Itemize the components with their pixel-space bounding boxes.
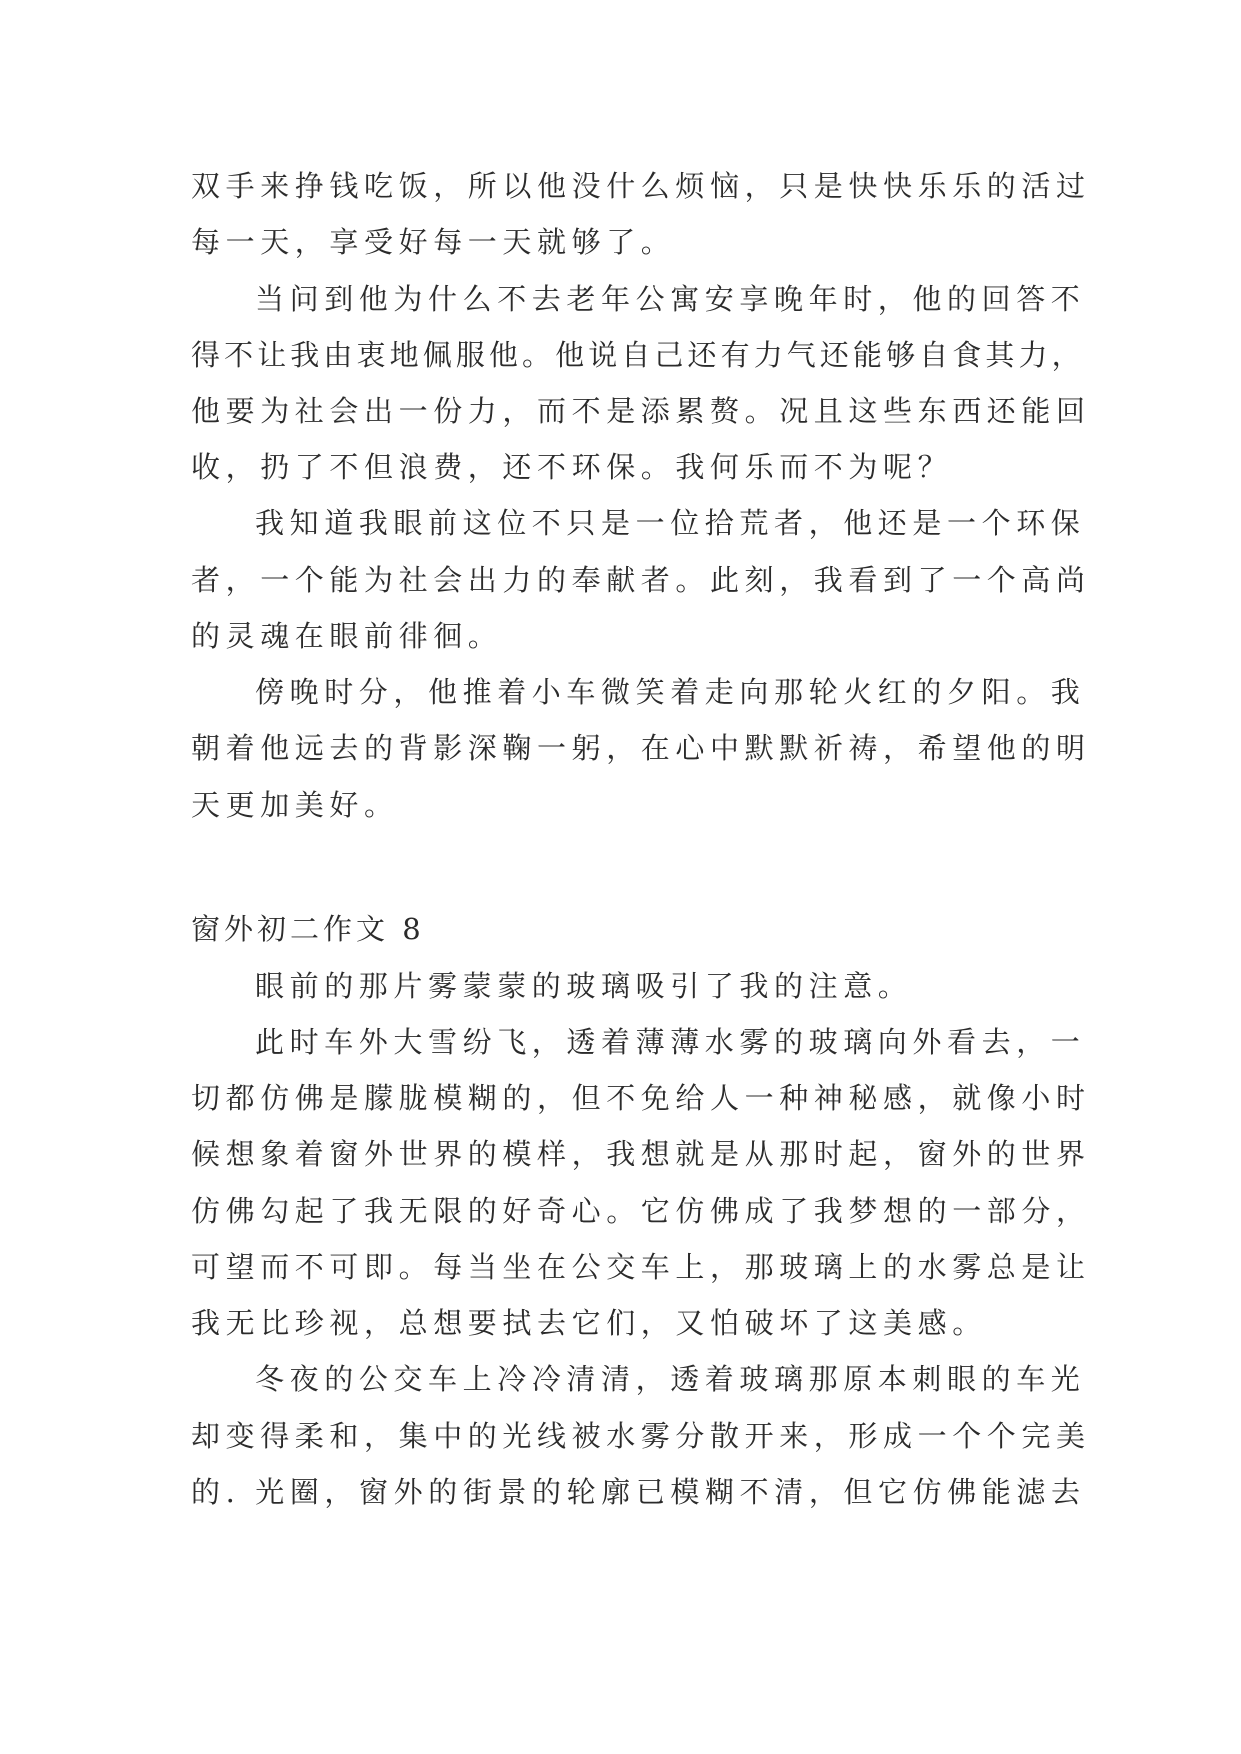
paragraph-2-line-2: 得不让我由衷地佩服他。他说自己还有力气还能够自食其力，	[191, 338, 1085, 372]
paragraph-6-line-1: 此时车外大雪纷飞，透着薄薄水雾的玻璃向外看去，一	[255, 1025, 1086, 1059]
paragraph-2-line-3: 他要为社会出一份力，而不是添累赘。况且这些东西还能回	[191, 394, 1091, 428]
paragraph-5-line-1: 眼前的那片雾蒙蒙的玻璃吸引了我的注意。	[255, 969, 913, 1003]
paragraph-6-line-5: 可望而不可即。每当坐在公交车上，那玻璃上的水雾总是让	[191, 1250, 1091, 1284]
paragraph-2-line-1: 当问到他为什么不去老年公寓安享晚年时，他的回答不	[255, 282, 1086, 316]
paragraph-4-line-2: 朝着他远去的背影深鞠一躬，在心中默默祈祷，希望他的明	[191, 731, 1091, 765]
paragraph-7-line-2: 却变得柔和，集中的光线被水雾分散开来，形成一个个完美	[191, 1419, 1091, 1453]
paragraph-4-line-1: 傍晚时分，他推着小车微笑着走向那轮火红的夕阳。我	[255, 675, 1086, 709]
paragraph-7-line-1: 冬夜的公交车上冷冷清清，透着玻璃那原本刺眼的车光	[255, 1362, 1086, 1396]
paragraph-6-line-3: 候想象着窗外世界的模样，我想就是从那时起，窗外的世界	[191, 1137, 1091, 1171]
paragraph-6-line-2: 切都仿佛是朦胧模糊的，但不免给人一种神秘感，就像小时	[191, 1081, 1091, 1115]
paragraph-1-line-1: 双手来挣钱吃饭，所以他没什么烦恼，只是快快乐乐的活过	[191, 169, 1091, 203]
paragraph-2-line-4: 收，扔了不但浪费，还不环保。我何乐而不为呢？	[191, 450, 953, 484]
paragraph-6-line-4: 仿佛勾起了我无限的好奇心。它仿佛成了我梦想的一部分，	[191, 1194, 1091, 1228]
paragraph-1-line-2: 每一天，享受好每一天就够了。	[191, 225, 676, 259]
paragraph-3-line-1: 我知道我眼前这位不只是一位拾荒者，他还是一个环保	[255, 506, 1086, 540]
paragraph-3-line-3: 的灵魂在眼前徘徊。	[191, 619, 503, 653]
paragraph-6-line-6: 我无比珍视，总想要拭去它们，又怕破坏了这美感。	[191, 1306, 987, 1340]
paragraph-7-line-3: 的. 光圈，窗外的街景的轮廓已模糊不清，但它仿佛能滤去	[191, 1475, 1086, 1509]
section-title: 窗外初二作文 8	[191, 912, 425, 946]
paragraph-3-line-2: 者，一个能为社会出力的奉献者。此刻，我看到了一个高尚	[191, 563, 1091, 597]
paragraph-4-line-3: 天更加美好。	[191, 788, 399, 822]
